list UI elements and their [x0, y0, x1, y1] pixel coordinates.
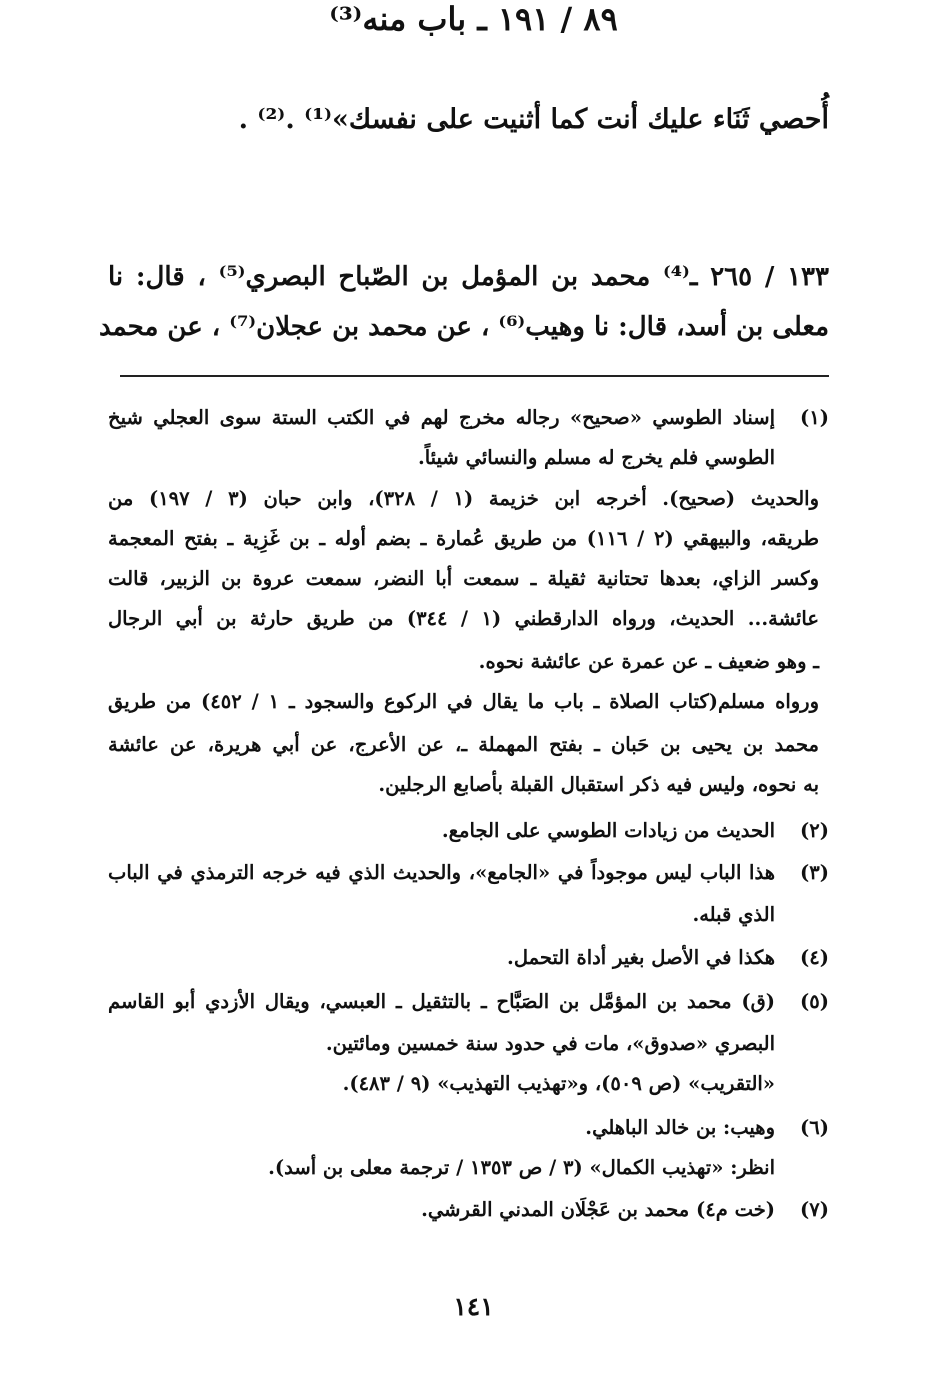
footnote-1-line-4: طريقه، والبيهقي (٢ / ١١٦) من طريق عُمارة ـ بضم أوله ـ بن غَزِية ـ بفتح المعجمة: [108, 527, 819, 550]
footnote-3-number: (٣): [800, 861, 829, 884]
footnote-5-number: (٥): [800, 990, 829, 1013]
footnote-1-line-6: عائشة... الحديث، ورواه الدارقطني (١ / ٣٤٤) من طريق حارثة بن أبي الرجال: [108, 607, 819, 630]
footnote-1-line-3: والحديث (صحيح). أخرجه ابن خزيمة (١ / ٣٢٨)، وابن حبان (٣ / ١٩٧) من: [108, 487, 819, 510]
footnote-7: [108, 1198, 829, 1221]
footnote-5-line-2: البصري «صدوق»، مات في حدود سنة خمسين ومائتين.: [325, 1032, 775, 1055]
footnote-1-text: إسناد الطوسي «صحيح» رجاله مخرج لهم في الكتب الستة سوى العجلي شيخ: [108, 406, 775, 429]
main-text-line-2: معلى بن أسد، قال: نا وهيب⁽⁶⁾ ، عن محمد بن عجلان⁽⁷⁾ ، عن محمد: [98, 312, 829, 342]
footnote-1-number: (١): [800, 406, 829, 429]
footnote-7-text: (خت م٤) محمد بن عَجْلَان المدني القرشي.: [421, 1198, 775, 1221]
footnote-4-text: هكذا في الأصل بغير أداة التحمل.: [507, 946, 775, 969]
footnote-2-number: (٢): [800, 819, 829, 842]
section-heading: ٨٩ / ١٩١ ـ باب منه⁽³⁾: [329, 0, 618, 38]
top-line: أُحصي ثَنَاء عليك أنت كما أثنيت على نفسك»⁽¹⁾ .⁽²⁾ .: [238, 104, 829, 135]
footnote-4: [108, 946, 829, 969]
footnote-5-text: (ق) محمد بن المؤمَّل بن الصَبَّاح ـ بالتثقيل ـ العبسي، ويقال الأزدي أبو القاسم: [108, 990, 775, 1013]
footnote-1-line-9: محمد بن يحيى بن حَبان ـ بفتح المهملة ـ، عن الأعرج، عن أبي هريرة، عن عائشة: [108, 733, 819, 756]
footnote-1-line-7: ـ وهو ضعيف ـ عن عمرة عن عائشة نحوه.: [478, 650, 819, 673]
footnote-6-number: (٦): [800, 1116, 829, 1139]
footnote-3-line-2: الذي قبله.: [692, 903, 775, 926]
footnote-2: [108, 819, 829, 842]
main-text-line-1: ١٣٣ / ٢٦٥ ـ⁽⁴⁾ محمد بن المؤمل بن الصّباح البصري⁽⁵⁾ ، قال: نا: [108, 262, 829, 292]
footnote-1-line-8: ورواه مسلم(كتاب الصلاة ـ باب ما يقال في الركوع والسجود ـ ١ / ٤٥٢) من طريق: [108, 690, 820, 713]
page-number: ١٤١: [453, 1292, 494, 1321]
footnote-6-line-1: [108, 1116, 829, 1139]
footnote-1-line-10: به نحوه، وليس فيه ذكر استقبال القبلة بأصابع الرجلين.: [378, 773, 819, 796]
footnote-7-number: (٧): [800, 1198, 829, 1221]
footnote-2-text: الحديث من زيادات الطوسي على الجامع.: [441, 819, 775, 842]
footnote-1-line-5: وكسر الزاي، بعدها تحتانية ثقيلة ـ سمعت أبا النضر، سمعت عروة بن الزبير، قالت: [108, 567, 819, 590]
footnote-3-line-1: [108, 861, 829, 884]
footnote-1-line-2: الطوسي فلم يخرج له مسلم والنسائي شيئاً.: [417, 446, 775, 469]
footnote-6-line-2: انظر: «تهذيب الكمال» (٣ / ص ١٣٥٣ / ترجمة معلى بن أسد).: [268, 1156, 775, 1179]
footnote-5-line-3: «التقريب» (ص ٥٠٩)، و«تهذيب التهذيب» (٩ / ٤٨٣).: [342, 1072, 775, 1095]
footnote-5-line-1: [108, 990, 829, 1013]
footnote-4-number: (٤): [800, 946, 829, 969]
footnote-3-text: هذا الباب ليس موجوداً في «الجامع»، والحديث الذي فيه خرجه الترمذي في الباب: [108, 861, 775, 884]
footnote-1-line-1: [108, 406, 829, 429]
footnote-separator: [120, 375, 829, 377]
footnote-6-text: وهيب: بن خالد الباهلي.: [585, 1116, 775, 1139]
